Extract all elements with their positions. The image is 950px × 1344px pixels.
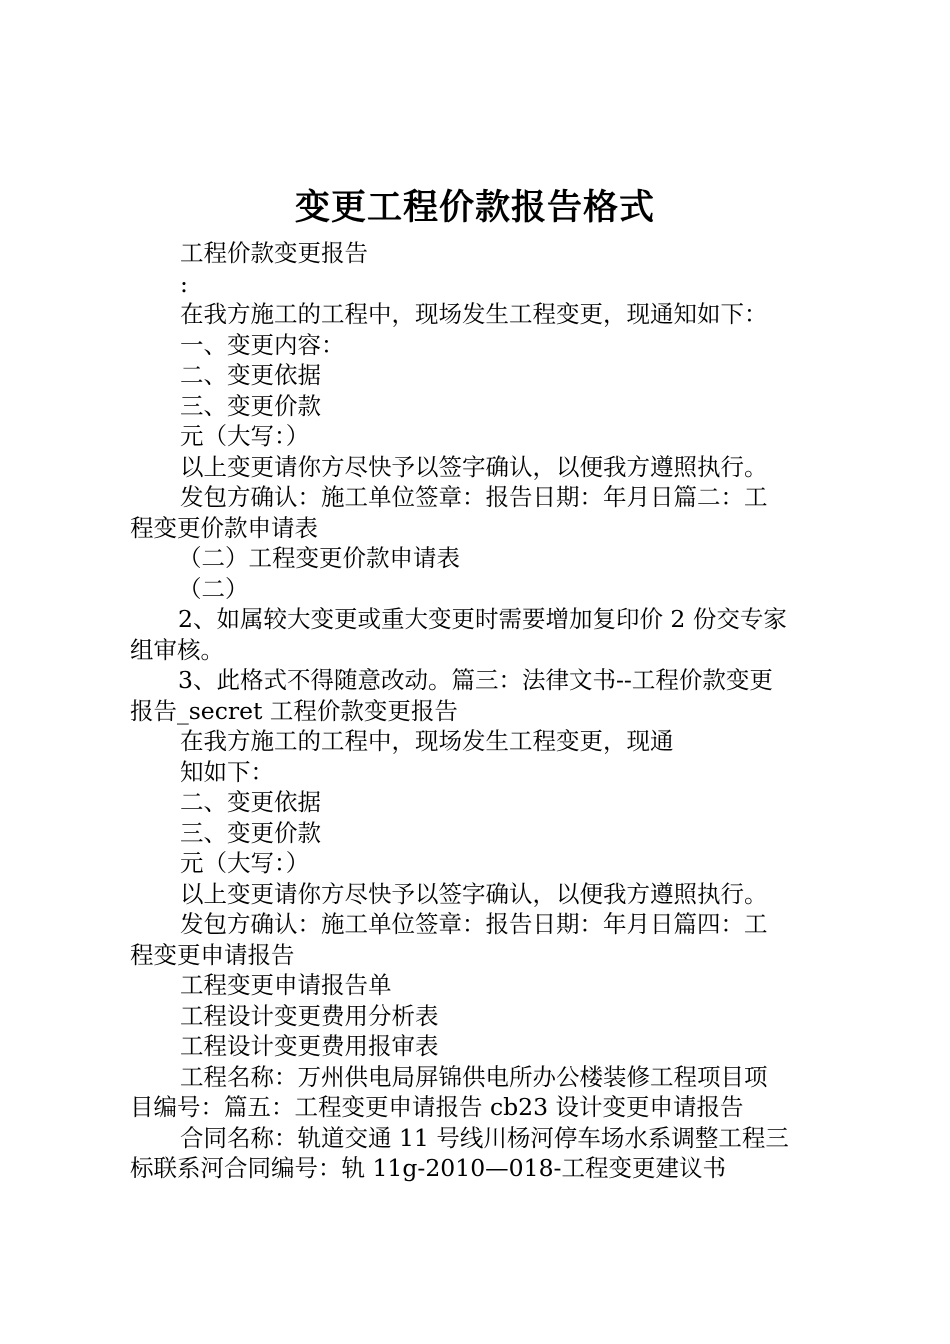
document-title: 变更工程价款报告格式 [294,187,655,228]
paragraph-line: 以上变更请你方尽快予以签字确认，以便我方遵照执行。 [180,452,768,481]
paragraph-line: : [180,269,188,298]
paragraph-line: （二） [178,574,249,603]
paragraph-line: 标联系河合同编号：轨 11g-2010—018-工程变更建议书 [130,1154,726,1182]
paragraph-line: 2、如属较大变更或重大变更时需要增加复印价 2 份交专家 [178,605,787,633]
paragraph-line: 工程名称：万州供电局屏锦供电所办公楼装修工程项目项 [180,1062,768,1091]
paragraph-line: 工程价款变更报告 [180,239,368,267]
paragraph-line: 报告_secret 工程价款变更报告 [130,696,458,725]
paragraph-line: 元（大写：） [180,422,310,450]
paragraph-line: 目编号：篇五：工程变更申请报告 cb23 设计变更申请报告 [130,1093,744,1121]
paragraph-line: 发包方确认：施工单位签章：报告日期：年月日篇二：工 [180,483,768,511]
paragraph-line: 知如下： [180,757,274,786]
paragraph-line: 组审核。 [130,635,224,664]
paragraph-line: 二、变更依据 [180,788,321,816]
paragraph-line: 程变更价款申请表 [130,513,318,542]
paragraph-line: 发包方确认：施工单位签章：报告日期：年月日篇四：工 [180,910,768,938]
paragraph-line: 一、变更内容： [180,330,345,359]
document-body [130,238,835,1184]
paragraph-line: 三、变更价款 [180,818,321,847]
paragraph-line: 在我方施工的工程中，现场发生工程变更，现通 [180,727,674,755]
paragraph-line: （二）工程变更价款申请表 [178,544,460,572]
paragraph-line: 程变更申请报告 [130,940,295,969]
paragraph-line: 三、变更价款 [180,391,321,420]
paragraph-line: 元（大写：） [180,849,310,877]
paragraph-line: 工程设计变更费用报审表 [180,1032,439,1060]
paragraph-line: 工程设计变更费用分析表 [180,1001,439,1030]
paragraph-line: 3、此格式不得随意改动。篇三：法律文书--工程价款变更 [178,666,773,694]
paragraph-line: 合同名称：轨道交通 11 号线川杨河停车场水系调整工程三 [180,1123,789,1152]
paragraph-line: 在我方施工的工程中，现场发生工程变更，现通知如下： [180,300,768,328]
paragraph-line: 二、变更依据 [180,361,321,389]
paragraph-line: 工程变更申请报告单 [180,971,392,999]
paragraph-line: 以上变更请你方尽快予以签字确认，以便我方遵照执行。 [180,879,768,908]
